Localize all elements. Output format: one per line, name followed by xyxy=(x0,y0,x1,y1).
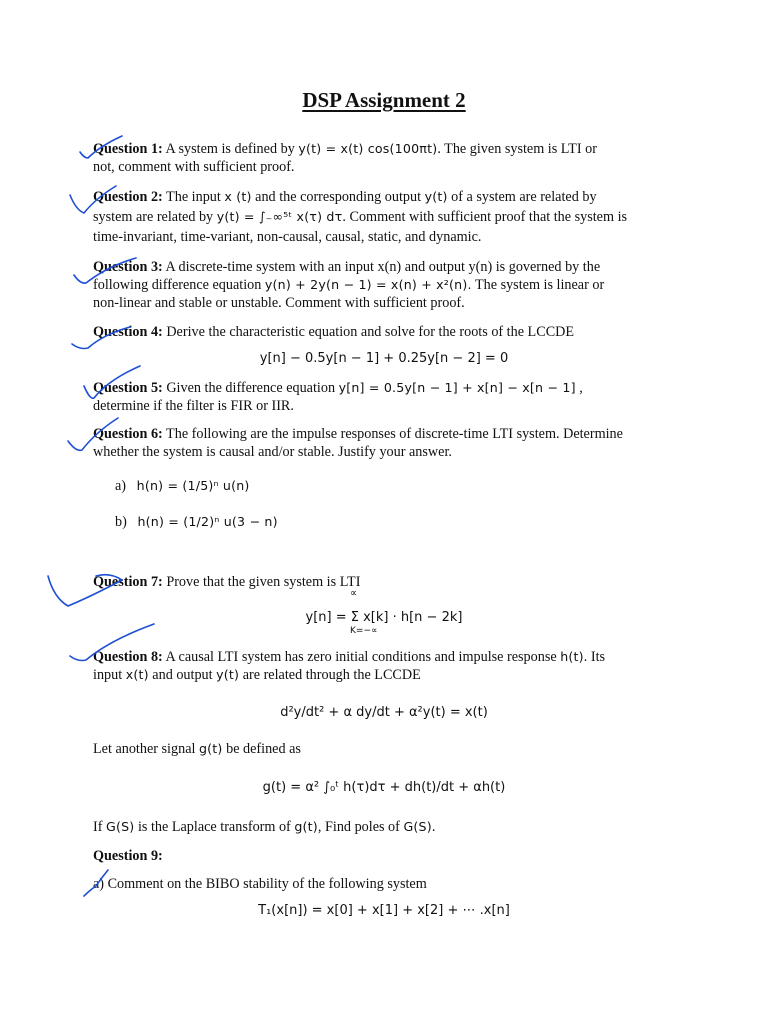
q7-sum-lower-limit: K=−∝ xyxy=(350,626,378,636)
question-6 xyxy=(93,425,678,461)
question-9-label: Question 9: xyxy=(93,848,163,864)
q2-equation: y(t) = ∫₋∞⁵ᵗ x(τ) dτ xyxy=(216,209,343,224)
q8-line2-a: input xyxy=(93,667,126,683)
q8-line2-b: and output xyxy=(148,667,217,683)
question-3-label: Question 3: xyxy=(93,259,163,275)
q8-h: h(t) xyxy=(560,649,584,664)
q8-let-b: be defined as xyxy=(222,741,301,757)
q6-a-label: a) xyxy=(115,478,127,494)
q2-text-a: The input xyxy=(162,189,225,205)
q8-g-equation: g(t) = α² ∫₀ᵗ h(τ)dτ + dh(t)/dt + αh(t) xyxy=(262,780,506,795)
q8-G2: G(S) xyxy=(403,819,432,834)
q6-b-equation: h(n) = (1/2)ⁿ u(3 − n) xyxy=(137,514,278,529)
q6-part-b xyxy=(115,514,278,531)
q8-if-b: is the Laplace transform of xyxy=(134,819,295,835)
q6-text: The following are the impulse responses of discrete-time LTI system. Determine xyxy=(162,426,623,442)
q3-line2-a: following difference equation xyxy=(93,277,265,293)
q5-text-b: , xyxy=(575,380,583,396)
question-8 xyxy=(93,648,678,684)
question-1-label: Question 1: xyxy=(93,141,163,157)
question-4 xyxy=(93,323,678,341)
q8-text-b: . Its xyxy=(583,649,606,665)
q8-if-line xyxy=(93,818,678,836)
q2-text-c: of a system are related by xyxy=(447,189,597,205)
q4-text: Derive the characteristic equation and solve for the roots of the LCCDE xyxy=(162,324,575,340)
question-6-label: Question 6: xyxy=(93,426,163,442)
q2-line2-a: system are related by xyxy=(93,209,217,225)
question-2-label: Question 2: xyxy=(93,189,163,205)
question-7-label: Question 7: xyxy=(93,574,163,590)
page-title: DSP Assignment 2 xyxy=(302,88,466,112)
q8-x: x(t) xyxy=(125,667,149,682)
q7-sum-upper-limit: ∝ xyxy=(350,588,358,599)
q8-let-line xyxy=(93,740,678,758)
q2-line3: time-invariant, time-variant, non-causal, causal, static, and dynamic. xyxy=(93,229,482,245)
q8-if-d: . xyxy=(431,819,436,835)
q2-y: y(t) xyxy=(424,189,448,204)
q1-equation: y(t) = x(t) cos(100πt) xyxy=(298,141,438,156)
question-1 xyxy=(93,140,678,176)
q8-y: y(t) xyxy=(216,667,240,682)
q4-equation: y[n] − 0.5y[n − 1] + 0.25y[n − 2] = 0 xyxy=(259,351,509,366)
q8-G: G(S) xyxy=(106,819,135,834)
q8-let-a: Let another signal xyxy=(93,741,199,757)
question-8-label: Question 8: xyxy=(93,649,163,665)
q1-text-a: A system is defined by xyxy=(162,141,299,157)
q7-text: Prove that the given system is LTI xyxy=(162,574,361,590)
q8-lccde: d²y/dt² + α dy/dt + α²y(t) = x(t) xyxy=(280,705,488,720)
q8-g: g(t) xyxy=(198,741,223,756)
q2-line2-b: . Comment with sufficient proof that the system is xyxy=(342,209,628,225)
q8-line2-c: are related through the LCCDE xyxy=(239,667,421,683)
q3-equation: y(n) + 2y(n − 1) = x(n) + x²(n). xyxy=(264,277,472,292)
q9-a-text: a) Comment on the BIBO stability of the following system xyxy=(93,876,427,892)
q8-g2: g(t) xyxy=(294,819,318,834)
q2-x: x (t) xyxy=(224,189,252,204)
q5-text-a: Given the difference equation xyxy=(162,380,339,396)
q8-if-a: If xyxy=(93,819,106,835)
q6-a-equation: h(n) = (1/5)ⁿ u(n) xyxy=(136,478,250,493)
q8-text-a: A causal LTI system has zero initial conditions and impulse response xyxy=(162,649,561,665)
q3-line3: non-linear and stable or unstable. Comment with sufficient proof. xyxy=(93,295,465,311)
q1-line2: not, comment with sufficient proof. xyxy=(93,159,295,175)
q8-if-c: , Find poles of xyxy=(317,819,404,835)
q1-text-b: . The given system is LTI or xyxy=(437,141,597,157)
q2-text-b: and the corresponding output xyxy=(251,189,425,205)
question-7 xyxy=(93,573,678,591)
question-2 xyxy=(93,187,678,247)
q6-part-a xyxy=(115,478,250,495)
q5-equation: y[n] = 0.5y[n − 1] + x[n] − x[n − 1] xyxy=(338,380,576,395)
q9-equation: T₁(x[n]) = x[0] + x[1] + x[2] + ⋯ .x[n] xyxy=(258,903,510,918)
q5-line2: determine if the filter is FIR or IIR. xyxy=(93,398,294,414)
q9-part-a xyxy=(93,875,678,893)
q3-line2-b: The system is linear or xyxy=(471,277,605,293)
q6-b-label: b) xyxy=(115,514,127,530)
question-9 xyxy=(93,847,678,865)
question-5 xyxy=(93,379,678,415)
q3-text-a: A discrete-time system with an input x(n) and output y(n) is governed by the xyxy=(162,259,601,275)
question-4-label: Question 4: xyxy=(93,324,163,340)
q7-equation: y[n] = Σ x[k] · h[n − 2k] xyxy=(305,610,463,625)
question-3 xyxy=(93,258,678,312)
q6-line2: whether the system is causal and/or stable. Justify your answer. xyxy=(93,444,452,460)
question-5-label: Question 5: xyxy=(93,380,163,396)
